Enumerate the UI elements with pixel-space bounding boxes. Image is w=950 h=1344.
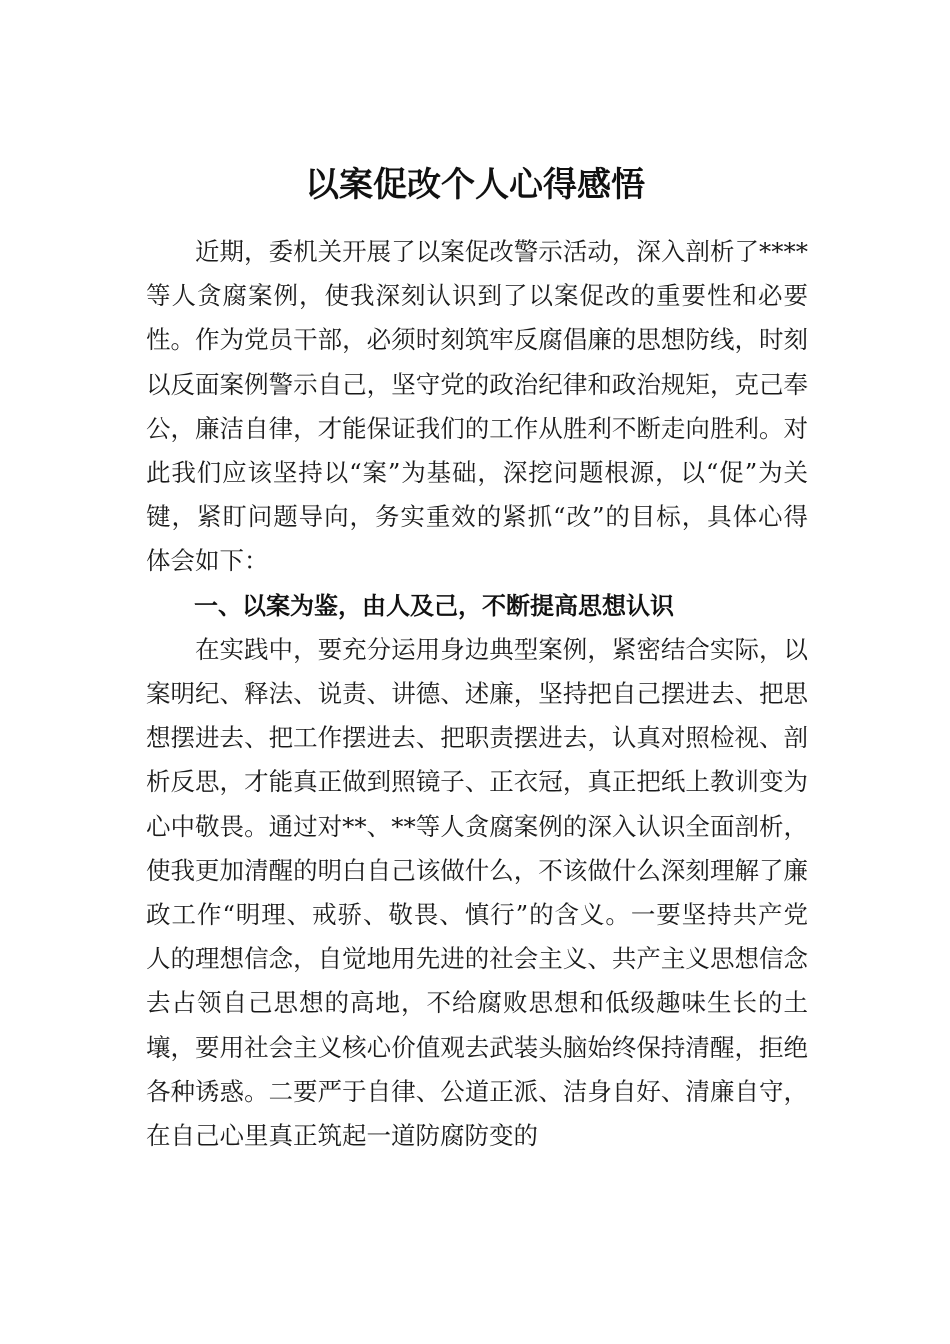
- document-title: 以案促改个人心得感悟: [305, 165, 645, 205]
- intro-paragraph: 近期，委机关开展了以案促改警示活动，深入剖析了****等人贪腐案例，使我深刻认识到了以案促改的重要性和必要性。作为党员干部，必须时刻筑牢反腐倡廉的思想防线，时刻以反面案例警示自己，坚守党的政治纪律和政治规矩，克己奉公，廉洁自律，才能保证我们的工作从胜利不断走向胜利。对此我们应该坚持以“案”为基础，深挖问题根源，以“促”为关键，紧盯问题导向，务实重效的紧抓“改”的目标，具体心得体会如下：: [146, 237, 808, 576]
- section-paragraph: 在实践中，要充分运用身边典型案例，紧密结合实际，以案明纪、释法、说责、讲德、述廉，坚持把自己摆进去、把思想摆进去、把工作摆进去、把职责摆进去，认真对照检视、剖析反思，才能真正做到照镜子、正衣冠，真正把纸上教训变为心中敬畏。通过对**、**等人贪腐案例的深入认识全面剖析，使我更加清醒的明白自己该做什么，不该做什么深刻理解了廉政工作“明理、戒骄、敬畏、慎行”的含义。一要坚持共产党人的理想信念，自觉地用先进的社会主义、共产主义思想信念去占领自己思想的高地，不给腐败思想和低级趣味生长的土壤，要用社会主义核心价值观去武装头脑始终保持清醒，拒绝各种诱惑。二要严于自律、公道正派、洁身自好、清廉自守，在自己心里真正筑起一道防腐防变的: [146, 634, 808, 1151]
- document-body: [146, 230, 808, 1158]
- section-heading: 一、以案为鉴，由人及己，不断提高思想认识: [194, 591, 674, 620]
